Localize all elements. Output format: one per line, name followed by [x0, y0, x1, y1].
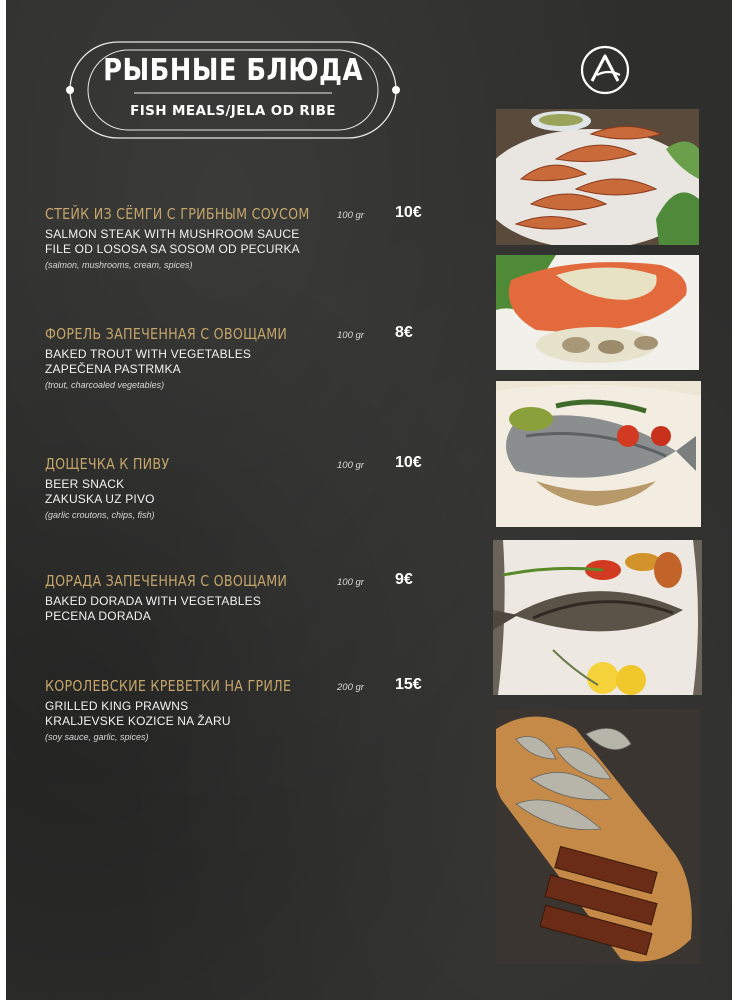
item-weight: 100 gr — [337, 577, 364, 588]
item-title: КОРОЛЕВСКИЕ КРЕВЕТКИ НА ГРИЛЕ — [45, 677, 292, 695]
item-name-en: SALMON STEAK WITH MUSHROOM SAUCE — [45, 227, 300, 241]
item-title: СТЕЙК ИЗ СЁМГИ С ГРИБНЫМ СОУСОМ — [45, 205, 310, 223]
item-ingredients: (garlic croutons, chips, fish) — [45, 510, 155, 520]
item-name-en: GRILLED KING PRAWNS — [45, 699, 189, 713]
menu-item-trout — [45, 325, 465, 392]
item-ingredients: (soy sauce, garlic, spices) — [45, 732, 149, 742]
logo-a-icon — [580, 45, 630, 95]
item-price: 8€ — [395, 324, 413, 341]
beer-snack-photo — [496, 709, 700, 964]
menu-item-beer-snack — [45, 455, 465, 522]
item-weight: 100 gr — [337, 460, 364, 471]
baked-dorada-photo — [493, 540, 702, 695]
page-title: РЫБНЫЕ БЛЮДА — [103, 53, 363, 88]
item-title: ДОЩЕЧКА К ПИВУ — [45, 455, 170, 473]
item-name-local: KRALJEVSKE KOZICE NA ŽARU — [45, 714, 231, 728]
menu-item-salmon — [45, 205, 465, 272]
item-name-local: PECENA DORADA — [45, 609, 151, 623]
item-price: 10€ — [395, 454, 422, 471]
item-weight: 100 gr — [337, 330, 364, 341]
item-price: 15€ — [395, 676, 422, 693]
item-name-local: FILE OD LOSOSA SA SOSOM OD PECURKA — [45, 242, 300, 256]
item-name-en: BAKED DORADA WITH VEGETABLES — [45, 594, 262, 608]
item-weight: 100 gr — [337, 210, 364, 221]
item-name-local: ZAPEČENA PASTRMKA — [45, 362, 181, 376]
item-ingredients: (trout, charcoaled vegetables) — [45, 380, 165, 390]
page-subtitle: FISH MEALS/JELA OD RIBE — [130, 103, 336, 119]
header-frame — [64, 40, 402, 140]
item-name-en: BEER SNACK — [45, 477, 125, 491]
item-price: 9€ — [395, 571, 413, 588]
menu-item-king-prawns — [45, 677, 465, 744]
item-ingredients: (salmon, mushrooms, cream, spices) — [45, 260, 193, 270]
salmon-steak-photo — [496, 255, 699, 370]
menu-page — [6, 0, 732, 1000]
item-price: 10€ — [395, 204, 422, 221]
item-name-local: ZAKUSKA UZ PIVO — [45, 492, 155, 506]
baked-trout-photo — [496, 381, 701, 527]
menu-item-dorada — [45, 572, 465, 624]
item-title: ФОРЕЛЬ ЗАПЕЧЕННАЯ С ОВОЩАМИ — [45, 325, 288, 343]
item-weight: 200 gr — [337, 682, 364, 693]
item-name-en: BAKED TROUT WITH VEGETABLES — [45, 347, 252, 361]
item-title: ДОРАДА ЗАПЕЧЕННАЯ С ОВОЩАМИ — [45, 572, 288, 590]
king-prawns-photo — [496, 109, 699, 245]
